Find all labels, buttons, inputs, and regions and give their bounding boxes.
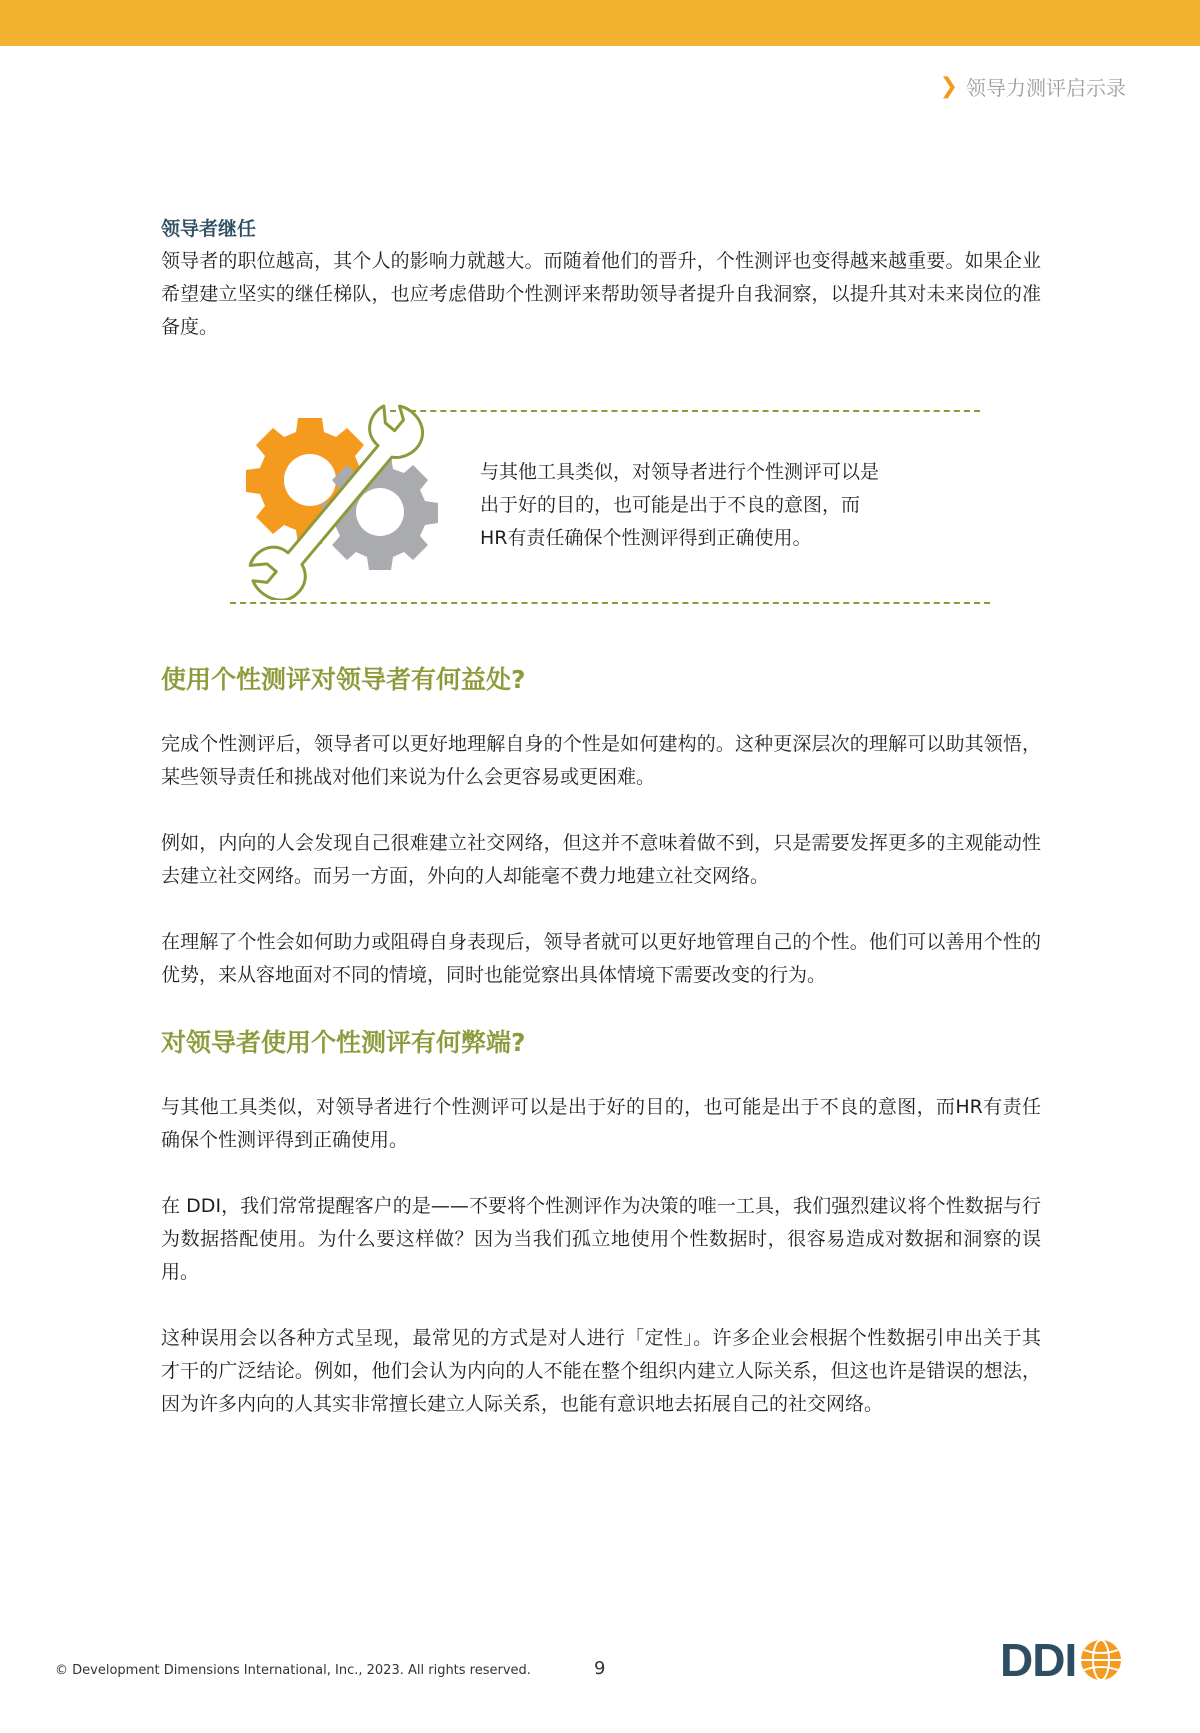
ddi-logo-text: DDI [1000,1634,1077,1686]
succession-section [161,214,1041,344]
callout-bottom-divider [230,602,990,604]
benefits-paragraph-3: 在理解了个性会如何助力或阻碍自身表现后，领导者就可以更好地管理自己的个性。他们可以善用个性的优势，来从容地面对不同的情境，同时也能觉察出具体情境下需要改变的行为。 [161,931,1041,986]
succession-body: 领导者的职位越高，其个人的影响力就越大。而随着他们的晋升，个性测评也变得越来越重要。如果企业希望建立坚实的继任梯队，也应考虑借助个性测评来帮助领导者提升自我洞察，以提升其对未来岗位的准备度。 [161,250,1041,338]
benefits-section [161,660,1041,992]
globe-icon [1078,1637,1124,1683]
benefits-paragraph-1: 完成个性测评后，领导者可以更好地理解自身的个性是如何建构的。这种更深层次的理解可以助其领悟，某些领导责任和挑战对他们来说为什么会更容易或更困难。 [161,733,1041,788]
drawbacks-section [161,1023,1041,1421]
drawbacks-paragraph-2: 在 DDI，我们常常提醒客户的是——不要将个性测评作为决策的唯一工具，我们强烈建议将个性数据与行为数据搭配使用。为什么要这样做？因为当我们孤立地使用个性数据时，很容易造成对数据和洞察的误用。 [161,1195,1041,1283]
drawbacks-title: 对领导者使用个性测评有何弊端? [161,1028,526,1057]
copyright-notice: © Development Dimensions International, Inc., 2023. All rights reserved. [55,1663,531,1678]
succession-title: 领导者继任 [161,218,257,240]
drawbacks-paragraph-3: 这种误用会以各种方式呈现，最常见的方式是对人进行「定性」。许多企业会根据个性数据引申出关于其才干的广泛结论。例如，他们会认为内向的人不能在整个组织内建立人际关系，但这也许是错误的想法，因为许多内向的人其实非常擅长建立人际关系，也能有意识地去拓展自己的社交网络。 [161,1327,1041,1415]
benefits-paragraph-2: 例如，内向的人会发现自己很难建立社交网络，但这并不意味着做不到，只是需要发挥更多的主观能动性去建立社交网络。而另一方面，外向的人却能毫不费力地建立社交网络。 [161,832,1041,887]
callout-text: 与其他工具类似，对领导者进行个性测评可以是出于好的目的，也可能是出于不良的意图，而HR有责任确保个性测评得到正确使用。 [480,461,880,549]
chevron-right-icon: ❯ [939,74,958,99]
benefits-title: 使用个性测评对领导者有何益处? [161,665,526,694]
callout-box [230,400,990,610]
ddi-logo [1000,1633,1124,1687]
top-color-band [0,0,1200,46]
page-number: 9 [594,1658,606,1679]
gear-wrench-icon [230,400,450,600]
section-header [940,72,1126,101]
section-header-label: 领导力测评启示录 [966,76,1126,100]
drawbacks-paragraph-1: 与其他工具类似，对领导者进行个性测评可以是出于好的目的，也可能是出于不良的意图，而HR有责任确保个性测评得到正确使用。 [161,1096,1041,1151]
callout-top-divider [390,410,980,412]
